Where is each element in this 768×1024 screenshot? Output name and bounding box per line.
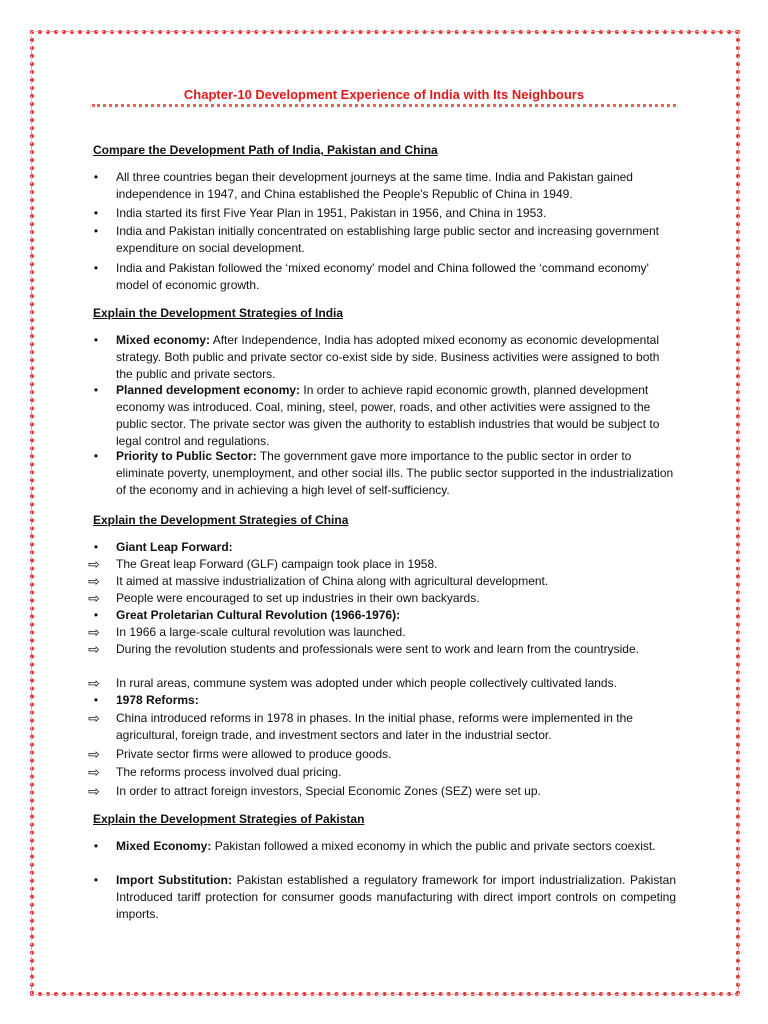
bullet-icon: • <box>93 261 99 275</box>
arrow-icon: ⇨ <box>88 641 100 657</box>
section-heading-pakistan: Explain the Development Strategies of Pakistan <box>93 812 365 826</box>
bullet-icon: • <box>93 333 99 347</box>
bullet-icon: • <box>93 873 99 887</box>
list-item: ⇨ People were encouraged to set up industries in their own backyards. <box>88 590 480 606</box>
list-item: • Great Proletarian Cultural Revolution (1966-1976): <box>116 607 676 624</box>
list-item: • India and Pakistan followed the ‘mixed economy' model and China followed the ‘command economy' model of economic growth. <box>116 260 676 294</box>
list-item: • Mixed Economy: Pakistan followed a mixed economy in which the public and private sectors coexist. <box>116 838 676 855</box>
arrow-icon: ⇨ <box>88 764 100 780</box>
list-item: • Giant Leap Forward: <box>116 539 676 556</box>
bullet-icon: • <box>93 449 99 463</box>
page-title: Chapter-10 Development Experience of India with Its Neighbours <box>183 87 585 102</box>
bullet-icon: • <box>93 170 99 184</box>
arrow-icon: ⇨ <box>88 573 100 589</box>
bullet-icon: • <box>93 839 99 853</box>
arrow-icon: ⇨ <box>88 783 100 799</box>
arrow-icon: ⇨ <box>88 590 100 606</box>
list-item: • Mixed economy: After Independence, India has adopted mixed economy as economic developmental strategy. Both public and private sector co-exist side by side. Business activities were assigned to both the public and private sectors. <box>116 332 676 383</box>
bullet-icon: • <box>93 540 99 554</box>
list-item: ⇨ It aimed at massive industrialization of China along with agricultural development. <box>88 573 549 589</box>
section-heading-china: Explain the Development Strategies of China <box>93 513 349 527</box>
arrow-icon: ⇨ <box>88 556 100 572</box>
arrow-icon: ⇨ <box>88 675 100 691</box>
list-item: • Planned development economy: In order to achieve rapid economic growth, planned development economy was introduced. Coal, mining, steel, power, roads, and other activities were assigned to the public sector. The private sector was given the authority to establish industries that would be subject to legal control and regulations. <box>116 382 676 450</box>
list-item: ⇨ China introduced reforms in 1978 in phases. In the initial phase, reforms were implemented in the agricultural, foreign trade, and investment sectors and later in the industrial sector. <box>88 710 633 742</box>
list-item: ⇨ In rural areas, commune system was adopted under which people collectively cultivated lands. <box>88 675 617 691</box>
list-item: ⇨ Private sector firms were allowed to produce goods. <box>88 746 392 762</box>
title-underline <box>92 104 676 107</box>
list-item: ⇨ In 1966 a large-scale cultural revolution was launched. <box>88 624 406 640</box>
list-item: • Import Substitution: Pakistan established a regulatory framework for import industrialization. Pakistan Introduced tariff protection for consumer goods manufacturing with direct import controls on competing imports. <box>116 872 676 923</box>
list-item: • Priority to Public Sector: The government gave more importance to the public sector in order to eliminate poverty, unemployment, and other social ills. The public sector supported in the industrialization of the economy and in achieving a high level of self-sufficiency. <box>116 448 676 499</box>
list-item: • 1978 Reforms: <box>116 692 676 709</box>
list-item: • India started its first Five Year Plan in 1951, Pakistan in 1956, and China in 1953. <box>116 205 676 222</box>
bullet-icon: • <box>93 224 99 238</box>
list-item: • All three countries began their development journeys at the same time. India and Pakistan gained independence in 1947, and China established the People's Republic of China in 1949. <box>116 169 676 203</box>
bullet-icon: • <box>93 383 99 397</box>
list-item: ⇨ The reforms process involved dual pricing. <box>88 764 342 780</box>
arrow-icon: ⇨ <box>88 624 100 640</box>
arrow-icon: ⇨ <box>88 746 100 762</box>
list-item: ⇨ During the revolution students and professionals were sent to work and learn from the countryside. <box>88 641 639 657</box>
list-item: ⇨ The Great leap Forward (GLF) campaign took place in 1958. <box>88 556 438 572</box>
section-heading-india: Explain the Development Strategies of India <box>93 306 344 320</box>
list-item: • India and Pakistan initially concentrated on establishing large public sector and increasing government expenditure on social development. <box>116 223 676 257</box>
list-item: ⇨ In order to attract foreign investors, Special Economic Zones (SEZ) were set up. <box>88 783 541 799</box>
bullet-icon: • <box>93 693 99 707</box>
section-heading-comparison: Compare the Development Path of India, Pakistan and China <box>93 143 438 157</box>
bullet-icon: • <box>93 608 99 622</box>
arrow-icon: ⇨ <box>88 710 100 726</box>
bullet-icon: • <box>93 206 99 220</box>
